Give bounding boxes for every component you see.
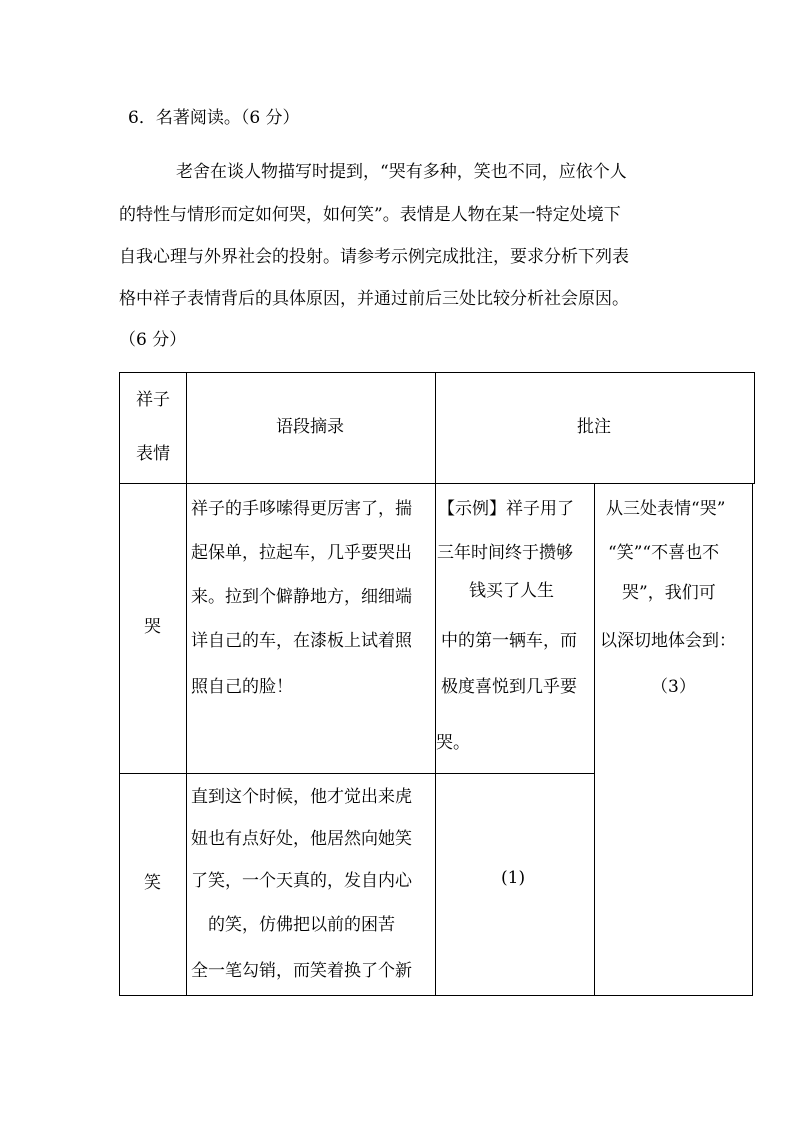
row2-excerpt-line: 直到这个时候，他才觉出来虎 <box>191 787 412 807</box>
table-border-top <box>119 372 755 373</box>
table-border-right-header <box>754 372 755 484</box>
row-expression-cry: 哭 <box>144 617 161 637</box>
question-title: 6．名著阅读。（6 分） <box>128 108 300 128</box>
summary-line: 从三处表情“哭” <box>606 499 726 519</box>
row1-excerpt-line: 照自己的脸！ <box>191 677 293 697</box>
row2-excerpt-line: 的笑，仿佛把以前的困苦 <box>208 915 395 935</box>
header-expression-line1: 祥子 <box>136 390 170 410</box>
summary-blank: （3） <box>651 677 696 697</box>
table-border-bottom <box>119 995 753 996</box>
row1-excerpt-line: 来。拉到个僻静地方，细细端 <box>191 587 412 607</box>
header-expression-line2: 表情 <box>136 444 170 464</box>
table-border-right-body <box>752 483 753 996</box>
table-divider-col2 <box>435 372 436 996</box>
row1-excerpt-line: 起保单，拉起车，几乎要哭出 <box>191 543 412 563</box>
table-border-row1-bottom <box>119 773 594 774</box>
table-divider-col1 <box>186 372 187 996</box>
paragraph-line: 的特性与情形而定如何哭，如何笑”。表情是人物在某一特定处境下 <box>119 205 621 225</box>
row1-annotation-line: 哭。 <box>436 733 470 753</box>
row1-annotation-line: 三年时间终于攒够 <box>437 543 573 563</box>
table-divider-col3 <box>594 483 595 996</box>
table-border-header-bottom <box>119 483 755 484</box>
paragraph-line: 自我心理与外界社会的投射。请参考示例完成批注，要求分析下列表 <box>119 247 629 267</box>
row-expression-smile: 笑 <box>144 873 161 893</box>
expression-table <box>119 372 755 996</box>
summary-line: 哭”，我们可 <box>622 583 716 603</box>
summary-line: “笑”“不喜也不 <box>608 543 720 563</box>
paragraph-line: （6 分） <box>119 330 187 350</box>
row1-annotation-line: 钱买了人生 <box>469 581 554 601</box>
row1-annotation-line: 极度喜悦到几乎要 <box>441 677 577 697</box>
header-annotation: 批注 <box>577 417 611 437</box>
row1-annotation-line: 中的第一辆车，而 <box>441 631 577 651</box>
row1-excerpt-line: 详自己的车，在漆板上试着照 <box>191 631 412 651</box>
summary-line: 以深切地体会到： <box>600 631 736 651</box>
table-border-left <box>119 372 120 996</box>
paragraph-line: 格中祥子表情背后的具体原因，并通过前后三处比较分析社会原因。 <box>119 289 629 309</box>
row1-excerpt-line: 祥子的手哆嗦得更厉害了，揣 <box>191 499 412 519</box>
header-excerpt: 语段摘录 <box>276 417 344 437</box>
row2-excerpt-line: 了笑，一个天真的，发自内心 <box>191 871 412 891</box>
row2-annotation-blank: (1) <box>501 868 526 888</box>
row2-excerpt-line: 妞也有点好处，他居然向她笑 <box>191 829 412 849</box>
paragraph-line: 老舍在谈人物描写时提到，“哭有多种，笑也不同，应依个人 <box>176 162 627 182</box>
row2-excerpt-line: 全一笔勾销，而笑着换了个新 <box>191 961 412 981</box>
row1-annotation-line: 【示例】祥子用了 <box>438 499 574 519</box>
